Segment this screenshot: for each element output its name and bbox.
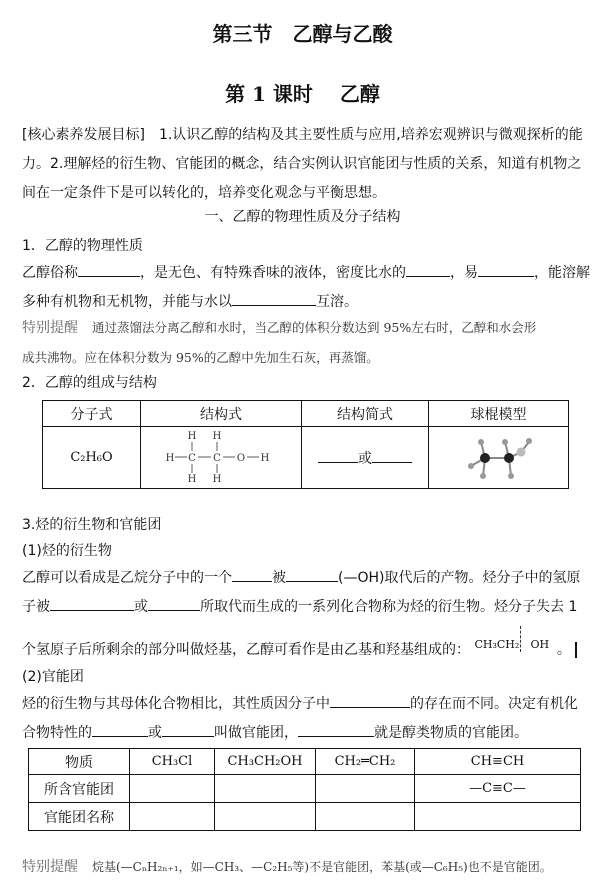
goals-line2: 力。2.理解烃的衍生物、官能团的概念，结合实例认识官能团与性质的关系，知道有机物之	[22, 156, 582, 172]
text-segment: 所取代而生成的一系列化合物称为烃的衍生物。烃分子失去 1	[200, 599, 578, 615]
text-segment: 被	[272, 570, 286, 586]
structural-formula-diagram	[161, 428, 281, 484]
table-header: CH≡CH	[415, 749, 581, 775]
ethyl-hydroxyl-formula	[474, 640, 552, 660]
text-segment: 烃的衍生物与其母体化合物相比，其性质因分子中	[22, 696, 330, 712]
text-cursor	[575, 642, 577, 658]
structural-formula-cell	[141, 427, 302, 489]
fill-blank[interactable]	[50, 596, 134, 611]
tip1	[22, 313, 588, 372]
fill-blank[interactable]	[478, 262, 534, 277]
section-title: 第三节 乙醇与乙酸	[212, 22, 393, 46]
table-header: 分子式	[43, 401, 141, 427]
part1-heading: 一、乙醇的物理性质及分子结构	[204, 209, 401, 225]
atom-c: C	[188, 452, 196, 464]
or-text: 或	[358, 450, 372, 467]
ball-stick-model-image	[459, 428, 539, 484]
fill-blank[interactable]	[148, 596, 200, 611]
sub-derivatives: (1)烃的衍生物	[22, 543, 112, 559]
sub-physical-props: 1．乙醇的物理性质	[22, 238, 143, 254]
atom-o: O	[236, 452, 246, 464]
fill-blank[interactable]	[330, 693, 410, 708]
atom-h: H	[212, 473, 222, 484]
fill-blank[interactable]	[232, 291, 316, 306]
fill-blank[interactable]	[232, 567, 272, 582]
table-header: 结构简式	[302, 401, 429, 427]
text-segment: 合物特性的	[22, 725, 92, 741]
tip1-line1: 通过蒸馏法分离乙醇和水时，当乙醇的体积分数达到 95%左右时，乙醇和水会形	[92, 320, 537, 335]
text-segment: 互溶。	[316, 294, 358, 310]
text-segment: ，易	[450, 265, 478, 281]
atom-h: H	[187, 473, 197, 484]
text-segment: 。	[556, 642, 571, 658]
table-cell[interactable]	[130, 803, 215, 831]
table-header: CH₃CH₂OH	[215, 749, 316, 775]
table-cell[interactable]	[215, 775, 316, 803]
tip1-line2: 成共沸物。应在体积分数为 95%的乙醇中先加生石灰，再蒸馏。	[22, 350, 379, 365]
simple-formula-cell	[302, 427, 429, 489]
tip2	[22, 853, 588, 882]
molecular-formula: C₂H₆O	[43, 427, 141, 489]
tip-label: 特别提醒	[22, 320, 78, 336]
atom-h: H	[187, 430, 197, 442]
tip-label: 特别提醒	[22, 859, 78, 875]
text-segment: (—OH)取代后的产物。烃分子中的氢原	[338, 570, 581, 586]
atom-h: H	[212, 430, 222, 442]
text-segment: 乙醇可以看成是乙烷分子中的一个	[22, 570, 232, 586]
text-segment: ，是无色、有特殊香味的液体，密度比水的	[140, 265, 406, 281]
row-label: 所含官能团	[29, 775, 130, 803]
atom-c: C	[213, 452, 221, 464]
functional-group-table	[28, 748, 581, 831]
split-line	[520, 626, 521, 652]
atom-h: H	[260, 452, 270, 464]
table-header: 球棍模型	[429, 401, 569, 427]
text-segment: 的存在而不同。决定有机化	[410, 696, 578, 712]
table-cell: —C≡C—	[415, 775, 581, 803]
text-segment: 乙醇俗称	[22, 265, 78, 281]
alkyl-line	[22, 636, 588, 665]
text-segment: 多种有机物和无机物，并能与水以	[22, 294, 232, 310]
sub-functional-groups: (2)官能团	[22, 669, 84, 685]
fill-blank[interactable]	[92, 722, 148, 737]
part3-heading: 3.烃的衍生物和官能团	[22, 517, 162, 533]
row-label: 官能团名称	[29, 803, 130, 831]
ethyl-group: CH₃CH₂	[474, 638, 520, 651]
derivatives-paragraph	[22, 564, 588, 622]
text-segment: 或	[134, 599, 148, 615]
table-header: CH₂═CH₂	[316, 749, 415, 775]
ethanol-structure-table	[42, 400, 569, 489]
table-cell[interactable]	[415, 803, 581, 831]
row-label: 物质	[29, 749, 130, 775]
goals-label: [核心素养发展目标]	[22, 127, 145, 143]
table-cell[interactable]	[316, 803, 415, 831]
lesson-title: 第 1 课时 乙醇	[225, 82, 380, 106]
goals-line1: 1.认识乙醇的结构及其主要性质与应用,培养宏观辨识与微观探析的能	[158, 127, 583, 143]
text-segment: 叫做官能团，	[214, 725, 298, 741]
table-cell[interactable]	[316, 775, 415, 803]
fill-blank[interactable]	[286, 567, 338, 582]
table-cell[interactable]	[215, 803, 316, 831]
text-segment: 子被	[22, 599, 50, 615]
goals-paragraph	[22, 121, 588, 208]
text-segment: 就是醇类物质的官能团。	[374, 725, 528, 741]
text-segment: 个氢原子后所剩余的部分叫做烃基，乙醇可看作是由乙基和羟基组成的：	[22, 642, 470, 658]
atom-h: H	[165, 452, 175, 464]
tip2-text: 烷基(—CₙH₂ₙ₊₁，如—CH₃、—C₂H₅等)不是官能团，苯基(或—C₆H₅)也不是官能团。	[92, 860, 552, 874]
fill-blank[interactable]	[318, 448, 358, 463]
functional-groups-paragraph	[22, 690, 588, 748]
fill-blank[interactable]	[78, 262, 140, 277]
table-cell[interactable]	[130, 775, 215, 803]
physical-props-paragraph	[22, 259, 588, 317]
goals-line3: 间在一定条件下是可以转化的，培养变化观念与平衡思想。	[22, 185, 386, 201]
fill-blank[interactable]	[406, 262, 450, 277]
text-segment: ，能溶解	[534, 265, 590, 281]
sub-composition: 2．乙醇的组成与结构	[22, 375, 157, 391]
fill-blank[interactable]	[162, 722, 214, 737]
hydroxyl-group: OH	[530, 638, 550, 651]
table-header: 结构式	[141, 401, 302, 427]
fill-blank[interactable]	[372, 448, 412, 463]
ball-stick-cell	[429, 427, 569, 489]
fill-blank[interactable]	[298, 722, 374, 737]
text-segment: 或	[148, 725, 162, 741]
table-header: CH₃Cl	[130, 749, 215, 775]
